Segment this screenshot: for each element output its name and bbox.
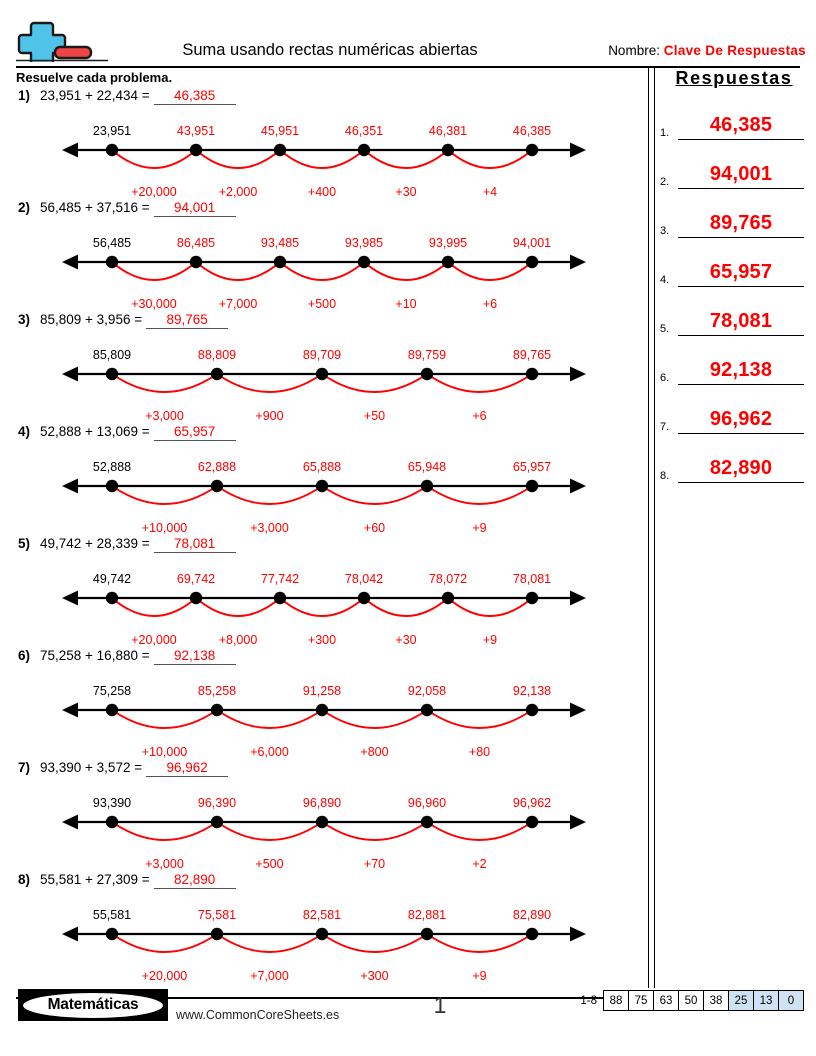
point-value-label: 46,351 [344,124,384,138]
start-value-label: 56,485 [92,236,132,250]
score-cell: 13 [754,991,779,1010]
problem-expression: 52,888 + 13,069 = [40,424,150,439]
problem-number: 4) [18,424,31,439]
brand-badge [18,989,168,1021]
answer-value: 46,385 [709,114,773,136]
problem-item [0,88,648,200]
point-value-label: 92,058 [407,684,447,698]
column-divider [648,66,655,988]
number-line-point [421,480,433,492]
open-number-line [0,782,648,872]
problem-expression: 93,390 + 3,572 = [40,760,143,775]
instruction-text: Resuelve cada problema. [16,70,173,85]
number-line-point [106,480,118,492]
score-cell: 25 [729,991,754,1010]
start-value-label: 23,951 [92,124,132,138]
number-line-point [526,704,538,716]
jump-label: +20,000 [131,185,177,199]
point-value-label: 88,809 [197,348,237,362]
problem-statement [18,200,236,217]
answer-blank-line [678,187,804,189]
number-line-point [421,704,433,716]
open-number-line [0,558,648,648]
answer-row [658,392,810,434]
number-line-point [211,928,223,940]
jump-label: +2,000 [218,185,258,199]
problem-expression: 56,485 + 37,516 = [40,200,150,215]
number-line-point [421,928,433,940]
brand-oval [23,993,163,1018]
problem-answer[interactable]: 78,081 [154,536,236,553]
point-value-label: 78,081 [512,572,552,586]
answer-number: 7. [660,421,670,433]
jump-label: +300 [307,633,337,647]
problem-statement [18,536,236,553]
number-line-point [190,256,202,268]
number-line-point [106,928,118,940]
problem-number: 8) [18,872,31,887]
point-value-label: 89,759 [407,348,447,362]
jump-label: +9 [472,969,487,983]
point-value-label: 75,581 [197,908,237,922]
answers-heading: Respuestas [675,68,793,88]
answer-blank-line [678,285,804,287]
score-cell: 88 [604,991,629,1010]
score-cell: 75 [629,991,654,1010]
jump-label: +3,000 [145,857,184,871]
jump-label: +30 [395,633,417,647]
problem-number: 1) [18,88,31,103]
problem-answer[interactable]: 94,001 [154,200,236,217]
number-line-point [358,592,370,604]
answer-blank-line [678,334,804,336]
answer-number: 2. [660,176,670,188]
problem-expression: 23,951 + 22,434 = [40,88,150,103]
number-line-point [526,256,538,268]
point-value-label: 96,390 [197,796,237,810]
start-value-label: 49,742 [92,572,132,586]
problem-statement [18,872,236,889]
score-cell: 0 [779,991,803,1010]
number-line-point [421,368,433,380]
score-cell: 63 [654,991,679,1010]
problem-item [0,536,648,648]
jump-label: +2 [472,857,487,871]
number-line-point [316,480,328,492]
answer-row [658,98,810,140]
answer-number: 8. [660,470,670,482]
page-number: 1 [433,992,447,1018]
problem-number: 2) [18,200,31,215]
answer-blank-line [678,138,804,140]
point-value-label: 86,485 [176,236,216,250]
problem-answer[interactable]: 65,957 [154,424,236,441]
answer-blank-line [678,432,804,434]
start-value-label: 52,888 [92,460,132,474]
number-line-point [526,928,538,940]
jump-label: +6,000 [250,745,289,759]
problem-expression: 75,258 + 16,880 = [40,648,150,663]
number-line-point [211,368,223,380]
problem-statement [18,88,236,105]
number-line-point [274,592,286,604]
jump-label: +300 [360,969,389,983]
point-value-label: 94,001 [512,236,552,250]
score-cell: 38 [704,991,729,1010]
point-value-label: 46,381 [428,124,468,138]
point-value-label: 89,709 [302,348,342,362]
number-line-point [106,144,118,156]
answer-number: 5. [660,323,670,335]
answer-number: 3. [660,225,670,237]
point-value-label: 93,985 [344,236,384,250]
point-value-label: 65,957 [512,460,552,474]
point-value-label: 89,765 [512,348,552,362]
answer-row [658,441,810,483]
open-number-line [0,894,648,984]
problem-statement [18,760,228,777]
answer-row [658,294,810,336]
answer-blank-line [678,236,804,238]
number-line-point [190,592,202,604]
point-value-label: 69,742 [176,572,216,586]
name-label: Nombre: [608,43,660,58]
page-header [0,0,816,66]
jump-label: +10 [395,297,417,311]
point-value-label: 46,385 [512,124,552,138]
plus-minus-logo-icon [16,20,108,62]
number-line-point [526,592,538,604]
answer-row [658,147,810,189]
answers-panel [658,68,810,483]
number-line-point [211,704,223,716]
score-cell: 50 [679,991,704,1010]
point-value-label: 78,042 [344,572,384,586]
jump-label: +80 [468,745,491,759]
problem-number: 5) [18,536,31,551]
name-value: Clave De Respuestas [663,43,806,58]
point-value-label: 43,951 [176,124,216,138]
number-line-point [106,368,118,380]
number-line-point [106,592,118,604]
start-value-label: 75,258 [92,684,132,698]
open-number-line [0,222,648,312]
brand-label: Matemáticas [47,996,139,1013]
answer-blank-line [678,383,804,385]
point-value-label: 82,890 [512,908,552,922]
number-line-point [274,256,286,268]
problem-item [0,312,648,424]
point-value-label: 65,888 [302,460,342,474]
jump-label: +10,000 [141,745,188,759]
point-value-label: 93,485 [260,236,300,250]
jump-label: +3,000 [145,409,184,423]
jump-label: +20,000 [141,969,188,983]
problem-statement [18,424,236,441]
problems-list [0,88,648,984]
point-value-label: 65,948 [407,460,447,474]
number-line-point [316,928,328,940]
problem-item [0,872,648,984]
point-value-label: 82,581 [302,908,342,922]
problem-item [0,424,648,536]
jump-label: +30 [395,185,417,199]
number-line-point [211,480,223,492]
answer-value: 96,962 [709,408,773,430]
jump-label: +8,000 [218,633,258,647]
jump-label: +900 [255,409,284,423]
problem-answer[interactable]: 96,962 [146,760,228,777]
number-line-point [316,816,328,828]
problem-statement [18,648,236,665]
point-value-label: 92,138 [512,684,552,698]
point-value-label: 77,742 [260,572,300,586]
problem-answer[interactable]: 46,385 [154,88,236,105]
problem-answer[interactable]: 82,890 [154,872,236,889]
jump-label: +7,000 [218,297,258,311]
start-value-label: 93,390 [92,796,132,810]
problem-number: 6) [18,648,31,663]
jump-label: +60 [363,521,386,535]
jump-label: +4 [482,185,498,199]
open-number-line [0,446,648,536]
number-line-point [526,480,538,492]
point-value-label: 96,962 [512,796,552,810]
number-line-point [442,592,454,604]
number-line-point [526,816,538,828]
answer-row [658,245,810,287]
score-range-label: 1-8 [580,994,597,1007]
answer-value: 65,957 [709,261,773,283]
problem-item [0,760,648,872]
problem-answer[interactable]: 92,138 [154,648,236,665]
answer-number: 1. [660,127,670,139]
point-value-label: 96,890 [302,796,342,810]
answer-value: 89,765 [709,212,773,234]
number-line-point [421,816,433,828]
score-scale [580,990,804,1011]
number-line-point [316,704,328,716]
open-number-line [0,110,648,200]
number-line-point [442,144,454,156]
page-footer [0,988,816,1056]
number-line-point [274,144,286,156]
problem-number: 7) [18,760,31,775]
open-number-line [0,334,648,424]
jump-label: +9 [472,521,487,535]
jump-label: +20,000 [131,633,177,647]
number-line-point [106,816,118,828]
jump-label: +6 [472,409,487,423]
jump-label: +3,000 [250,521,289,535]
jump-label: +500 [255,857,284,871]
problem-statement [18,312,228,329]
problem-number: 3) [18,312,31,327]
number-line-point [358,144,370,156]
open-number-line [0,670,648,760]
jump-label: +7,000 [250,969,289,983]
point-value-label: 93,995 [428,236,468,250]
answer-row [658,343,810,385]
answer-row [658,196,810,238]
point-value-label: 85,258 [197,684,237,698]
answer-value: 82,890 [709,457,773,479]
number-line-point [316,368,328,380]
problem-expression: 85,809 + 3,956 = [40,312,143,327]
problem-item [0,200,648,312]
point-value-label: 96,960 [407,796,447,810]
answer-number: 4. [660,274,670,286]
start-value-label: 55,581 [92,908,132,922]
answer-number: 6. [660,372,670,384]
point-value-label: 62,888 [197,460,237,474]
number-line-point [442,256,454,268]
point-value-label: 91,258 [302,684,342,698]
start-value-label: 85,809 [92,348,132,362]
jump-label: +800 [360,745,389,759]
number-line-point [106,704,118,716]
jump-label: +6 [482,297,498,311]
number-line-point [526,144,538,156]
jump-label: +30,000 [131,297,177,311]
name-field [608,43,806,58]
point-value-label: 45,951 [260,124,300,138]
number-line-point [211,816,223,828]
jump-label: +70 [363,857,386,871]
answers-list [658,98,810,483]
number-line-point [526,368,538,380]
problem-answer[interactable]: 89,765 [146,312,228,329]
problem-expression: 55,581 + 27,309 = [40,872,150,887]
number-line-point [190,144,202,156]
problem-item [0,648,648,760]
page-title: Suma usando rectas numéricas abiertas [182,41,478,59]
jump-label: +500 [307,297,337,311]
jump-label: +9 [482,633,498,647]
answer-value: 92,138 [709,359,773,381]
jump-label: +50 [363,409,386,423]
answer-blank-line [678,481,804,483]
answer-value: 94,001 [709,163,773,185]
number-line-point [106,256,118,268]
problem-expression: 49,742 + 28,339 = [40,536,150,551]
point-value-label: 82,881 [407,908,447,922]
number-line-point [358,256,370,268]
jump-label: +400 [307,185,337,199]
answer-value: 78,081 [709,310,773,332]
jump-label: +10,000 [141,521,188,535]
point-value-label: 78,072 [428,572,468,586]
score-cells [603,990,804,1011]
site-url: www.CommonCoreSheets.es [176,1008,340,1022]
